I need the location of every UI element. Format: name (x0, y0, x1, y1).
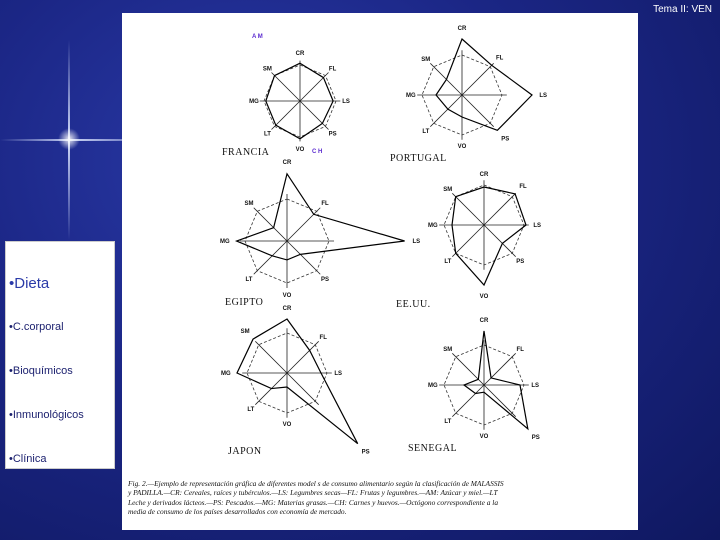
radar-spoke (271, 72, 300, 101)
radar-axis-label-fl: FL (519, 183, 527, 190)
radar-spoke (452, 225, 484, 257)
consumption-profile (237, 174, 405, 260)
country-label: EE.UU. (396, 299, 431, 310)
annotation-am: A M (252, 34, 263, 40)
radar-spoke (452, 385, 484, 417)
radar-axis-label-ls: LS (533, 223, 542, 229)
menu-item-dieta[interactable]: •Dieta (9, 275, 50, 292)
radar-axis-label-mg: MG (220, 371, 231, 377)
country-label: EGIPTO (225, 297, 264, 308)
radar-axis-label-vo: VO (457, 144, 467, 151)
radar-axis-label-cr: CR (457, 25, 467, 32)
caption-line: y PADILLA.—CR: Cereales, raíces y tubérculos.—LS: Legumbres secas—FL: Frutas y legumbres.—AM: Azúcar y miel.—LT (128, 488, 498, 498)
radar-spoke (254, 208, 287, 241)
radar-charts (122, 13, 638, 473)
radar-axis-label-vo: VO (282, 292, 292, 299)
radar-spoke (484, 193, 516, 225)
radar-axis-label-lt: LT (245, 277, 253, 284)
radar-axis-label-ps: PS (516, 259, 525, 266)
consumption-profile (452, 187, 526, 285)
radar-axis-label-sm: SM (421, 56, 431, 63)
menu-item-bioquimicos[interactable]: •Bioquímicos (9, 365, 73, 377)
caption-line: Leche y derivados lácteos.—PS: Pescados.—MG: Materias grasas.—CH: Carnes y huevos.—Octógono correspondiente a la (128, 497, 499, 507)
radar-axis-label-mg: MG (220, 239, 230, 245)
figure-caption (128, 479, 634, 516)
radar-axis-label-ls: LS (531, 383, 540, 389)
radar-axis-label-fl: FL (516, 346, 524, 353)
radar-axis-label-vo: VO (282, 422, 292, 429)
country-label: JAPON (228, 446, 262, 457)
menu-item-c-corporal[interactable]: •C.corporal (9, 321, 64, 333)
menu-item-clinica[interactable]: •Clínica (9, 453, 47, 465)
radar-axis-label-vo: VO (479, 434, 489, 441)
country-label: FRANCIA (222, 147, 270, 158)
menu-item-inmunologicos[interactable]: •Inmunológicos (9, 409, 84, 421)
radar-spoke (255, 341, 287, 373)
radar-axis-label-fl: FL (495, 55, 504, 62)
radar-axis-label-sm: SM (443, 346, 453, 353)
radar-axis-label-cr: CR (282, 305, 292, 312)
topic-menu (5, 241, 115, 469)
caption-line: Fig. 2.—Ejemplo de representación gráfica de diferentes model s de consumo alimentario según la clasificación de MALASSIS (128, 479, 504, 488)
radar-axis-label-cr: CR (479, 317, 489, 324)
radar-axis-label-ps: PS (501, 136, 510, 143)
radar-spoke (300, 101, 329, 130)
radar-spoke (484, 385, 516, 417)
radar-axis-label-mg: MG (405, 93, 416, 99)
radar-axis-label-lt: LT (263, 131, 271, 138)
radar-axis-label-vo: VO (479, 294, 489, 301)
radar-axis-label-ls: LS (342, 99, 350, 105)
radar-axis-label-fl: FL (321, 200, 329, 207)
radar-axis-label-cr: CR (282, 160, 292, 167)
country-label: PORTUGAL (390, 153, 447, 164)
caption-line: media de consumo de los países desarrollados con economía de mercado. (128, 506, 347, 516)
radar-axis-label-ps: PS (328, 131, 337, 138)
radar-axis-label-lt: LT (247, 407, 255, 414)
radar-spoke (300, 72, 329, 101)
consumption-profile (464, 331, 528, 429)
radar-axis-label-ps: PS (361, 449, 370, 456)
radar-axis-label-ps: PS (321, 277, 330, 284)
radar-axis-label-cr: CR (295, 51, 305, 58)
radar-spoke (462, 95, 494, 127)
radar-figure (122, 13, 638, 530)
radar-spoke (452, 193, 484, 225)
radar-axis-label-ls: LS (539, 93, 548, 99)
radar-axis-label-lt: LT (422, 129, 430, 136)
radar-spoke (254, 241, 287, 274)
radar-axis-label-fl: FL (319, 334, 327, 341)
radar-axis-label-sm: SM (244, 200, 254, 207)
radar-spoke (430, 95, 462, 127)
radar-spoke (484, 225, 516, 257)
radar-axis-label-lt: LT (444, 259, 452, 266)
radar-axis-label-ps: PS (531, 434, 540, 441)
radar-axis-label-mg: MG (427, 223, 438, 229)
radar-spoke (287, 208, 320, 241)
radar-axis-label-ls: LS (334, 371, 343, 377)
radar-axis-label-sm: SM (240, 329, 250, 336)
radar-axis-label-cr: CR (479, 171, 489, 178)
radar-axis-label-ls: LS (412, 239, 421, 245)
country-label: SENEGAL (408, 443, 458, 454)
radar-axis-label-mg: MG (427, 383, 438, 389)
annotation-ch: C H (312, 149, 323, 155)
radar-axis-label-sm: SM (262, 66, 272, 73)
radar-axis-label-fl: FL (328, 66, 337, 73)
lens-flare-glow (58, 128, 80, 150)
slide-title: Tema II: VEN (653, 4, 712, 15)
radar-axis-label-vo: VO (295, 146, 305, 153)
radar-axis-label-mg: MG (249, 99, 259, 105)
radar-axis-label-lt: LT (444, 419, 452, 426)
radar-spoke (287, 341, 319, 373)
radar-spoke (462, 63, 494, 95)
radar-axis-label-sm: SM (443, 186, 453, 193)
